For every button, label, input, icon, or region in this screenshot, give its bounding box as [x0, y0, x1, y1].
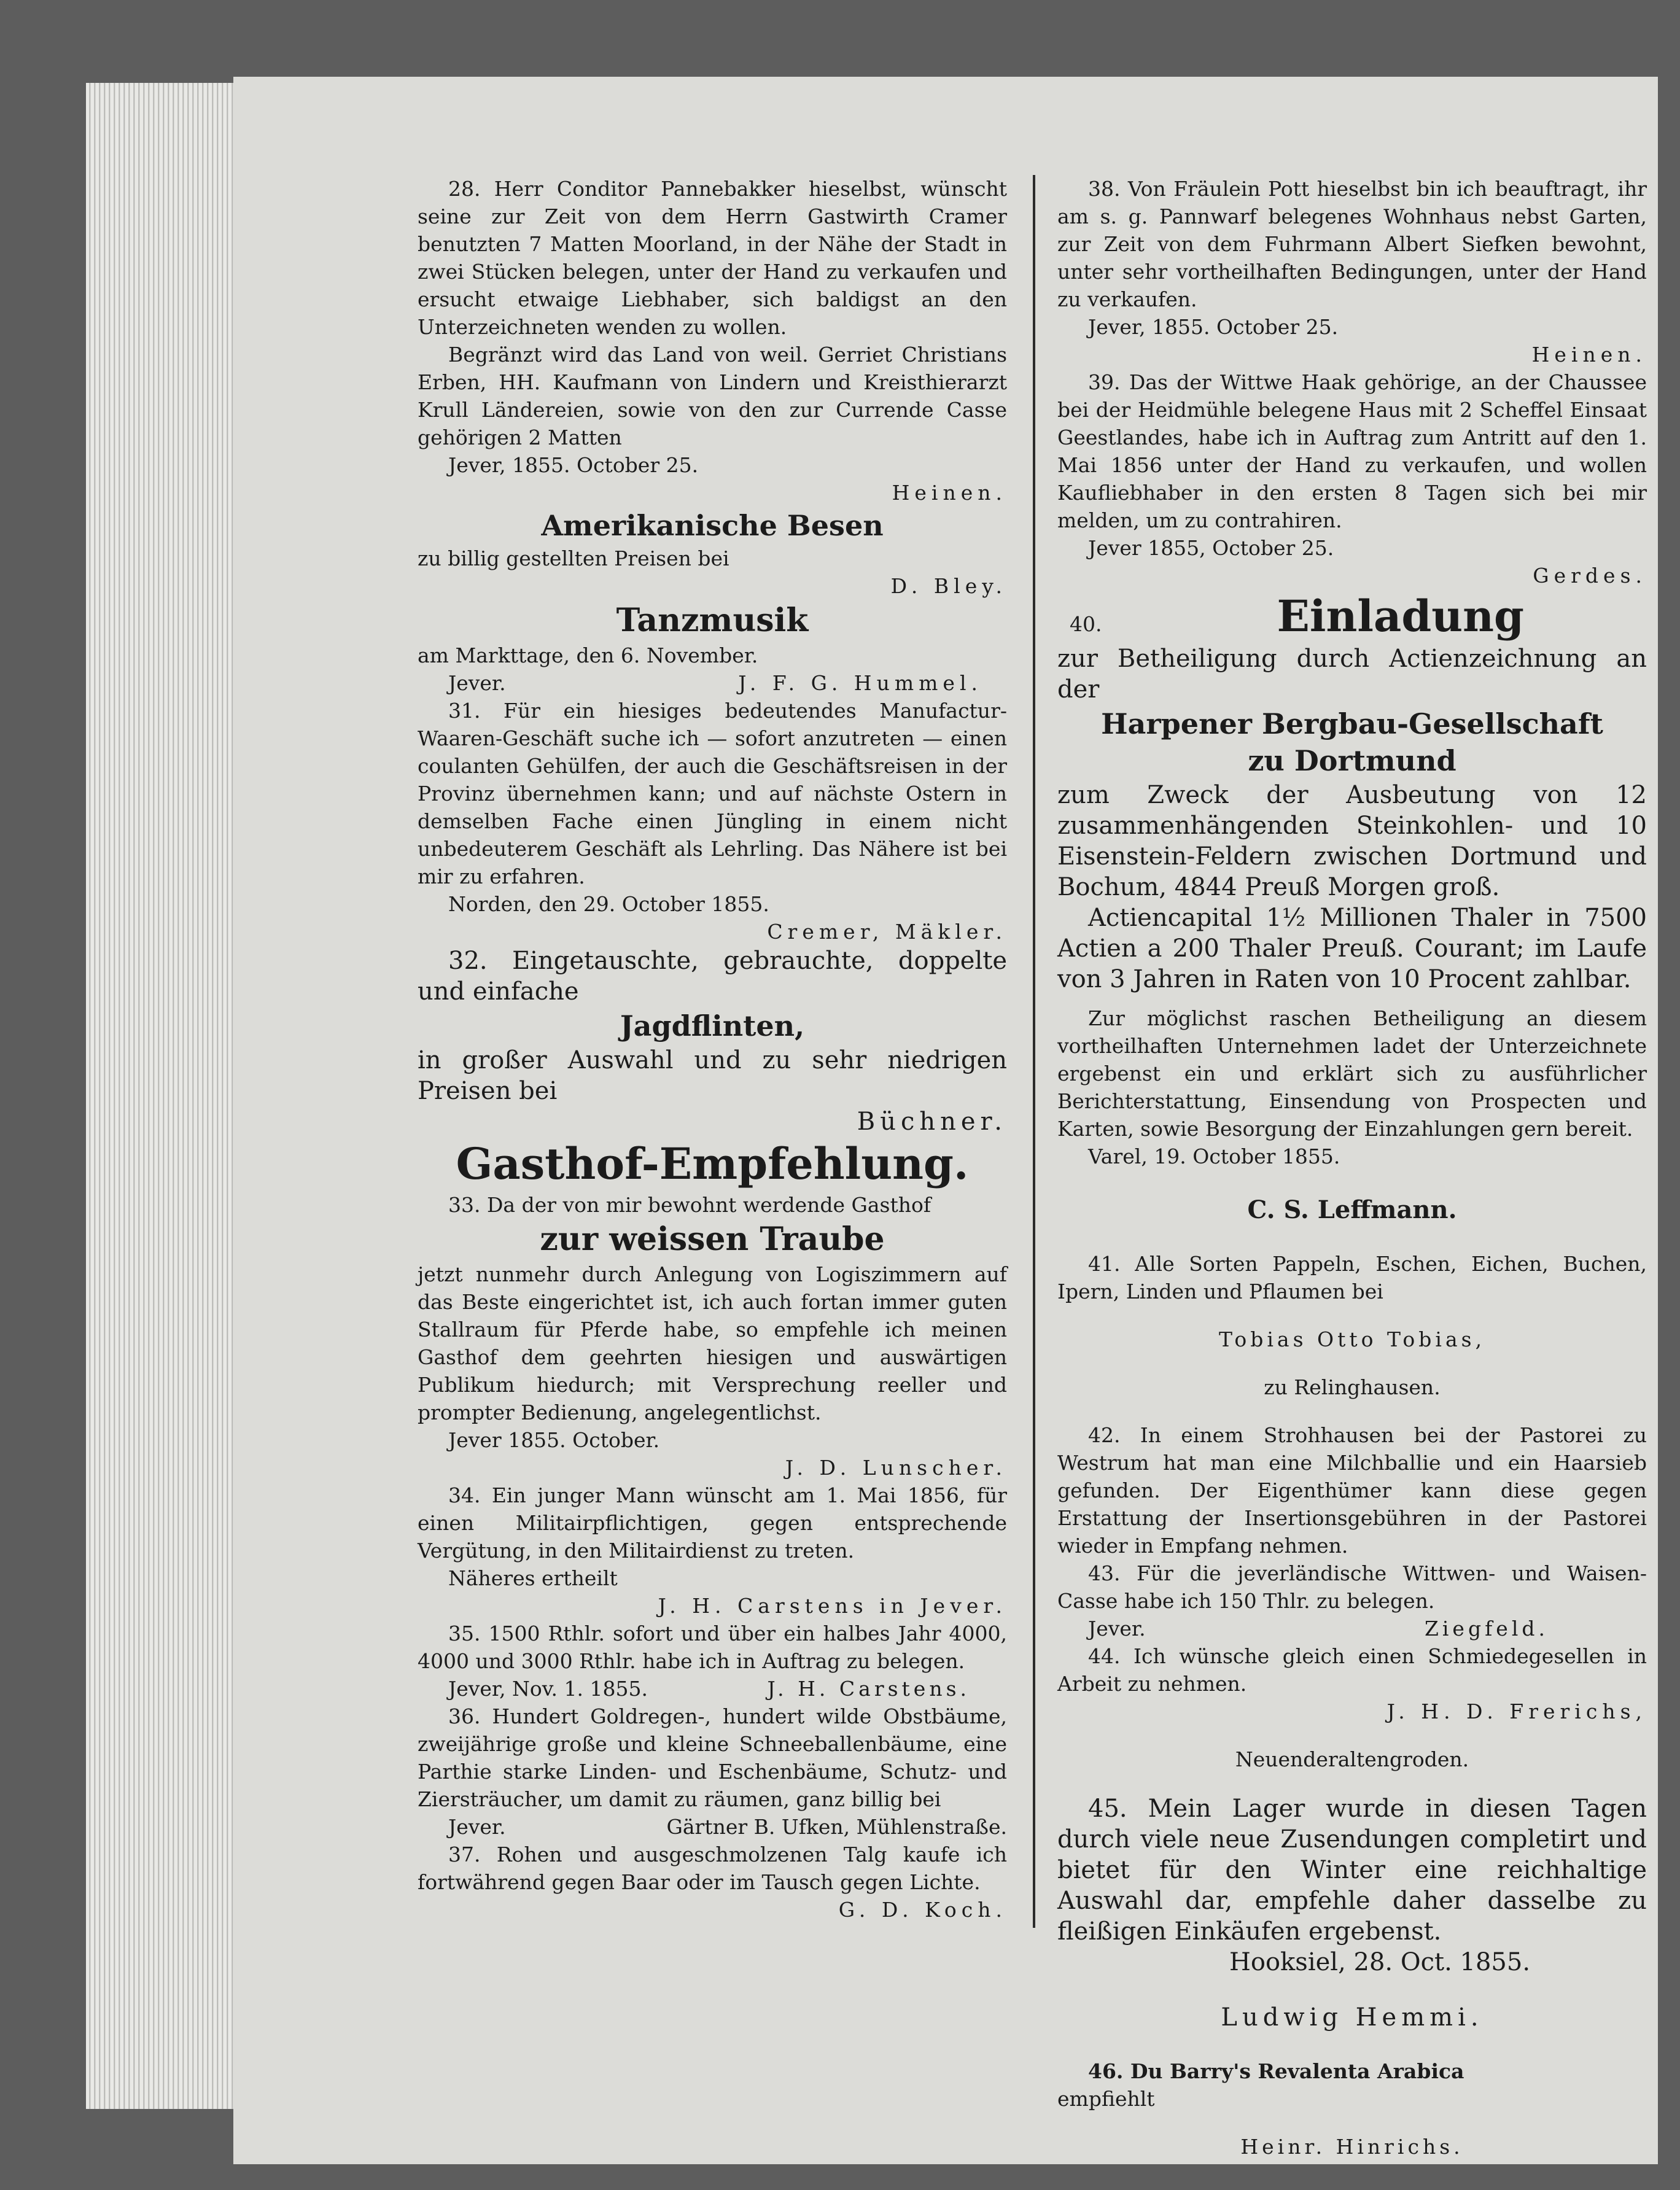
ad-40-date: Varel, 19. October 1855.: [1088, 1144, 1340, 1168]
ad-40-company: Harpener Bergbau-Gesellschaft: [1101, 707, 1603, 740]
ad-41-place: zu Relinghausen.: [1264, 1375, 1441, 1399]
ad-33-intro: 33. Da der von mir bewohnt werdende Gasthof: [448, 1193, 931, 1217]
ad-46-signature: Heinr. Hinrichs.: [1240, 2135, 1464, 2159]
ad-28-date: Jever, 1855. October 25.: [448, 453, 699, 477]
ad-34: [418, 1481, 1007, 1620]
ad-32-signature: Büchner.: [857, 1108, 1007, 1136]
ad-33-title: Gasthof-Empfehlung.: [456, 1138, 969, 1189]
ad-28: [418, 175, 1007, 507]
ad-33-date: Jever 1855. October.: [448, 1428, 660, 1452]
ad-tanzmusik: [418, 601, 1007, 697]
ad-besen: [418, 508, 1007, 600]
ad-31: [418, 697, 1007, 946]
ad-tanzmusik-signature: J. F. G. Hummel.: [738, 671, 982, 695]
ad-34-signature: J. H. Carstens in Jever.: [658, 1594, 1007, 1618]
ad-33-gasthof: [418, 1138, 1007, 1481]
ad-besen-text: zu billig gestellten Preisen bei: [418, 546, 729, 570]
ad-38-text: 38. Von Fräulein Pott hieselbst bin ich beauftragt, ihr am s. g. Pannwarf belegenes Wohnhaus nebst Garten, zur Zeit von dem Fuhrmann Albert Siefken bewohnt, unter sehr vortheilhaften Bedingungen, unter der Hand zu verkaufen.: [1057, 177, 1647, 311]
ad-41: [1057, 1250, 1647, 1401]
ad-39-text: 39. Das der Wittwe Haak gehörige, an der Chaussee bei der Heidmühle belegene Haus mit 2 Scheffel Einsaat Geestlandes, habe ich in Auftrag zum Antritt auf den 1. Mai 1856 unter der Hand zu verkaufen, und wollen Kaufliebhaber in den ersten 8 Tagen sich bei mir melden, um zu contrahiren.: [1057, 370, 1647, 532]
ad-40-signature: C. S. Leffmann.: [1247, 1195, 1457, 1224]
ad-28-text-2: Begränzt wird das Land von weil. Gerriet Christians Erben, HH. Kaufmann von Lindern und Kreisthierarzt Krull Ländereien, sowie von den zur Currende Casse gehörigen 2 Matten: [418, 343, 1007, 449]
ad-43: [1057, 1559, 1647, 1642]
right-column: [1057, 175, 1647, 2181]
ad-36: [418, 1703, 1007, 1841]
ad-32: [418, 946, 1007, 1137]
page-edges: [86, 83, 252, 2109]
ad-39-signature: Gerdes.: [1533, 564, 1647, 588]
ad-37-text: 37. Rohen und ausgeschmolzenen Talg kaufe ich fortwährend gegen Baar oder im Tausch gegen Lichte.: [418, 1842, 1007, 1894]
ad-35: [418, 1620, 1007, 1703]
ad-43-place: Jever.: [1088, 1617, 1146, 1641]
ad-40-text: zum Zweck der Ausbeutung von 12 zusammenhängenden Steinkohlen- und 10 Eisenstein-Feldern zwischen Dortmund und Bochum, 4844 Preuß Morgen groß.: [1057, 781, 1647, 901]
ad-32-text-2: in großer Auswahl und zu sehr niedrigen Preisen bei: [418, 1046, 1007, 1105]
ad-37-signature: G. D. Koch.: [838, 1898, 1007, 1922]
ad-44: [1057, 1642, 1647, 1773]
ad-45-text: 45. Mein Lager wurde in diesen Tagen durch viele neue Zusendungen completirt und bietet für den Winter eine reichhaltige Auswahl dar, empfehle daher dasselbe zu fleißigen Einkäufen ergebenst.: [1057, 1795, 1647, 1946]
ad-besen-signature: D. Bley.: [890, 574, 1007, 598]
ad-43-signature: Ziegfeld.: [1424, 1617, 1549, 1641]
ad-38: [1057, 175, 1647, 368]
ad-37: [418, 1841, 1007, 1924]
ad-31-date: Norden, den 29. October 1855.: [448, 892, 769, 916]
ad-40-text-2: Actiencapital 1½ Millionen Thaler in 7500 Actien a 200 Thaler Preuß. Courant; im Laufe von 3 Jahren in Raten von 10 Procent zahlbar.: [1057, 904, 1647, 993]
ad-34-text-2: Näheres ertheilt: [448, 1566, 618, 1590]
ad-32-title: Jagdflinten,: [620, 1009, 805, 1043]
ad-35-signature: J. H. Carstens.: [767, 1677, 970, 1701]
ad-40-line-1: zur Betheiligung durch Actienzeichnung an der: [1057, 645, 1647, 704]
ad-35-text: 35. 1500 Rthlr. sofort und über ein halbes Jahr 4000, 4000 und 3000 Rthlr. habe ich in Auftrag zu belegen.: [418, 1621, 1007, 1673]
ad-33-name: zur weissen Traube: [540, 1221, 885, 1258]
ad-42-text: 42. In einem Strohhausen bei der Pastorei zu Westrum hat man eine Milchballie und ein Haarsieb gefunden. Der Eigenthümer kann diese gegen Erstattung der Insertionsgebühren in der Pastorei wieder in Empfang nehmen.: [1057, 1423, 1647, 1558]
ad-38-signature: Heinen.: [1531, 343, 1647, 367]
ad-tanzmusik-text: am Markttage, den 6. November.: [418, 643, 758, 667]
ad-38-date: Jever, 1855. October 25.: [1088, 315, 1339, 339]
ad-31-text: 31. Für ein hiesiges bedeutendes Manufactur-Waaren-Geschäft suche ich — sofort anzutreten — einen coulanten Gehülfen, der auch die Geschäftsreisen in der Provinz übernehmen kann; und auf nächste Ostern in demselben Fache einen Jüngling in einem nicht unbedeuterem Geschäft als Lehrling. Das Nähere ist bei mir zu erfahren.: [418, 699, 1007, 888]
ad-46-text-2: empfiehlt: [1057, 2087, 1155, 2111]
ad-28-signature: Heinen.: [892, 481, 1007, 505]
ad-tanzmusik-title: Tanzmusik: [616, 602, 809, 639]
ad-33-text: jetzt nunmehr durch Anlegung von Logiszimmern auf das Beste eingerichtet ist, ich auch fortan immer guten Stallraum für Pferde habe, so empfehle ich meinen Gasthof dem geehrten hiesigen und auswärtigen Publikum hiedurch; mit Versprechung reeller und prompter Bedienung, angelegentlichst.: [418, 1262, 1007, 1424]
ad-40-text-3: Zur möglichst raschen Betheiligung an diesem vortheilhaften Unternehmen ladet der Unterzeichnete ergebenst ein und erklärt sich zu ausführlicher Berichterstattung, Einsendung von Prospecten und Karten, sowie Besorgung der Einzahlungen gern bereit.: [1057, 1006, 1647, 1141]
ad-36-place: Jever.: [448, 1815, 506, 1839]
ad-32-text: 32. Eingetauschte, gebrauchte, doppelte und einfache: [418, 947, 1007, 1006]
ad-46-text: 46. Du Barry's Revalenta Arabica: [1088, 2059, 1464, 2083]
ad-36-signature: Gärtner B. Ufken, Mühlenstraße.: [666, 1815, 1007, 1839]
ad-tanzmusik-place: Jever.: [448, 671, 506, 695]
ad-41-signature: Tobias Otto Tobias,: [1218, 1327, 1486, 1351]
ad-42: [1057, 1421, 1647, 1559]
ad-40-title: Einladung: [1277, 591, 1524, 642]
ad-besen-title: Amerikanische Besen: [541, 509, 884, 542]
ad-36-text: 36. Hundert Goldregen-, hundert wilde Obstbäume, zweijährige große und kleine Schneeballenbäume, eine Parthie starke Linden- und Eschenbäume, Schutz- und Ziersträucher, um damit zu räumen, ganz billig bei: [418, 1704, 1007, 1811]
column-rule: [1033, 175, 1035, 1928]
ad-28-text: 28. Herr Conditor Pannebakker hieselbst, wünscht seine zur Zeit von dem Herrn Gastwirth Cramer benutzten 7 Matten Moorland, in der Nähe der Stadt in zwei Stücken belegen, unter der Hand zu verkaufen und ersucht etwaige Liebhaber, sich baldigst an den Unterzeichneten wenden zu wollen.: [418, 177, 1007, 339]
ad-44-text: 44. Ich wünsche gleich einen Schmiedegesellen in Arbeit zu nehmen.: [1057, 1644, 1647, 1696]
ad-39: [1057, 368, 1647, 589]
ad-45: [1057, 1793, 1647, 2033]
ad-40-city: zu Dortmund: [1248, 744, 1456, 777]
ad-41-text: 41. Alle Sorten Pappeln, Eschen, Eichen, Buchen, Ipern, Linden und Pflaumen bei: [1057, 1252, 1647, 1303]
ad-45-date: Hooksiel, 28. Oct. 1855.: [1229, 1948, 1531, 1976]
ad-40: [1057, 589, 1647, 1225]
left-column: [418, 175, 1007, 1924]
ad-33-signature: J. D. Lunscher.: [785, 1456, 1007, 1480]
ad-40-number: 40.: [1070, 612, 1102, 636]
ad-43-text: 43. Für die jeverländische Wittwen- und Waisen-Casse habe ich 150 Thlr. zu belegen.: [1057, 1561, 1647, 1613]
ad-44-place: Neuenderaltengroden.: [1235, 1747, 1469, 1771]
ad-31-signature: Cremer, Mäkler.: [767, 920, 1007, 944]
ad-39-date: Jever 1855, October 25.: [1088, 536, 1334, 560]
ad-44-signature: J. H. D. Frerichs,: [1386, 1699, 1647, 1723]
ad-46: [1057, 2057, 1647, 2161]
ad-34-text: 34. Ein junger Mann wünscht am 1. Mai 1856, für einen Militairpflichtigen, gegen entsprechende Vergütung, in den Militairdienst zu treten.: [418, 1483, 1007, 1563]
ad-35-date: Jever, Nov. 1. 1855.: [448, 1677, 648, 1701]
ad-45-signature: Ludwig Hemmi.: [1221, 2003, 1484, 2032]
